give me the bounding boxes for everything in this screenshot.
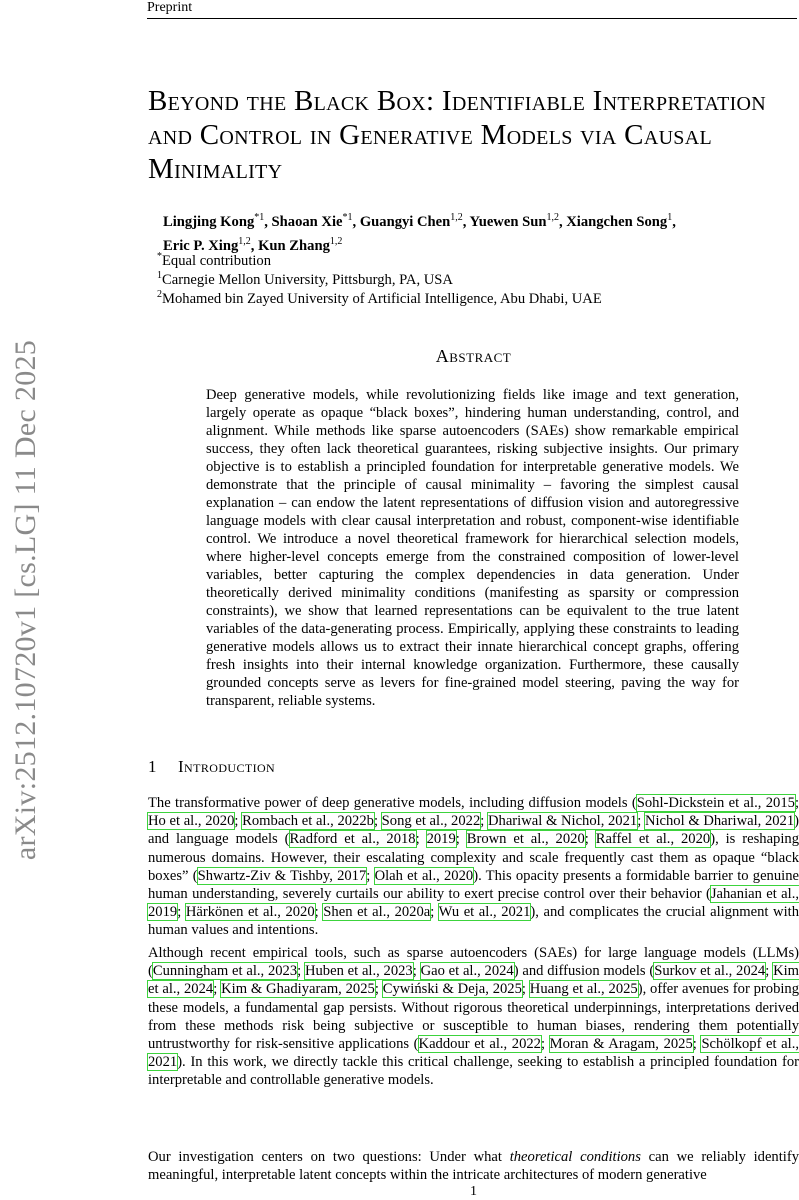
citation-link[interactable]: Härkönen et al., 2020 [185, 904, 315, 921]
body-text: ; [412, 963, 421, 980]
body-text: ; [430, 904, 439, 921]
body-text: ; [374, 981, 383, 998]
body-text: ), is reshaping numerous domains. However, their escalating complexity and scale frequently cast them as opaque “black boxes” ( [148, 831, 799, 884]
author-6: Eric P. Xing [163, 237, 239, 254]
body-text: Although recent empirical tools, such as sparse autoencoders (SAEs) for large language models (LLMs) ( [148, 945, 799, 980]
citation-link[interactable]: Raffel et al., 2020 [595, 831, 711, 848]
affiliation-2 [157, 285, 602, 309]
body-text: ) and language models ( [148, 813, 799, 848]
author-2-sup: *1 [342, 212, 353, 223]
author-3-sup: 1,2 [450, 212, 463, 223]
citation-link[interactable]: Kaddour et al., 2022 [418, 1036, 541, 1053]
citation-link[interactable]: Gao et al., 2024 [420, 963, 514, 980]
body-text: ; [540, 1036, 550, 1053]
author-2: Shaoan Xie [271, 213, 343, 230]
page-number: 1 [470, 1184, 477, 1199]
citation-link[interactable]: Cunningham et al., 2023 [152, 963, 298, 980]
body-text: The transformative power of deep generative models, including diffusion models ( [148, 795, 637, 811]
body-text: can we reliably identify meaningful, interpretable latent concepts within the intricate architectures of modern generative [148, 1149, 799, 1184]
author-7: Kun Zhang [258, 237, 330, 254]
paper-title: Beyond the Black Box: Identifiable Interpretation and Control in Generative Models via Causal Minimality [148, 85, 767, 185]
body-text: ; [297, 963, 305, 980]
aff2-text: Mohamed bin Zayed University of Artificial Intelligence, Abu Dhabi, UAE [162, 290, 602, 307]
citation-link[interactable]: Shwartz-Ziv & Tishby, 2017 [197, 867, 367, 884]
body-text: ; [765, 963, 774, 980]
citation-link[interactable]: Radford et al., 2018 [289, 831, 416, 848]
author-4: Yuewen Sun [469, 213, 547, 230]
body-text: ), and complicates the crucial alignment with human values and intentions. [148, 904, 799, 939]
body-text: ; [213, 981, 222, 998]
citation-link[interactable]: Olah et al., 2020 [374, 867, 474, 884]
citation-link[interactable]: Rombach et al., 2022b [242, 813, 374, 830]
citation-link[interactable]: Wu et al., 2021 [438, 904, 531, 921]
arxiv-stamp [6, 320, 46, 880]
citation-link[interactable]: Shen et al., 2020a [323, 904, 431, 921]
equal-mark: * [157, 251, 162, 262]
body-text: ; [794, 795, 799, 811]
author-3: Guangyi Chen [359, 213, 451, 230]
section-title: Introduction [178, 757, 276, 776]
section-heading [148, 757, 275, 777]
body-text: ; [415, 831, 427, 848]
body-text: ; [637, 813, 645, 830]
body-text: Our investigation centers on two questions: Under what [148, 1149, 510, 1165]
intro-paragraph-1 [148, 794, 799, 940]
citation-link[interactable]: Moran & Aragam, 2025 [549, 1036, 693, 1053]
body-text: ; [177, 904, 186, 921]
body-text: ; [584, 831, 596, 848]
running-header: Preprint [147, 0, 193, 15]
citation-link[interactable]: Surkov et al., 2024 [654, 963, 766, 980]
citation-link[interactable]: Schölkopf et al., 2021 [148, 1036, 799, 1071]
arxiv-stamp-text: arXiv:2512.10720v1 [cs.LG] 11 Dec 2025 [9, 339, 42, 861]
citation-link[interactable]: Brown et al., 2020 [466, 831, 585, 848]
author-list: Lingjing Kong$^{*1}$, Shaoan Xie$^{*1}$, Guangyi Chen$^{1,2}$, Yuewen Sun$^{1,2}$, Xiangchen Song$^1$, Eric P. Xing$^{1,2}$, Kun Zhang$^{1,2}$ [163, 212, 676, 254]
body-text: ). This opacity presents a formidable barrier to genuine human understanding, severely curtails our ability to exert precise control over their behavior ( [148, 867, 799, 903]
body-text: ; [480, 813, 488, 830]
body-text: ; [692, 1036, 702, 1053]
citation-link[interactable]: 2019 [426, 831, 456, 848]
intro-paragraph-2 [148, 944, 799, 1090]
emphasis-text: theoretical conditions [509, 1149, 641, 1165]
author-1: Lingjing Kong [163, 213, 255, 230]
citation-link[interactable]: Nichol & Dhariwal, 2021 [644, 813, 795, 830]
citation-link[interactable]: Huben et al., 2023 [304, 963, 413, 980]
body-text: ; [521, 981, 530, 998]
citation-link[interactable]: Dhariwal & Nichol, 2021 [487, 813, 638, 830]
author-4-sup: 1,2 [546, 212, 559, 223]
citation-link[interactable]: Cywiński & Deja, 2025 [382, 981, 522, 998]
body-text: ) and diffusion models ( [513, 963, 655, 980]
citation-link[interactable]: Jahanian et al., 2019 [148, 886, 799, 921]
abstract-heading: Abstract [435, 346, 512, 366]
body-text: ). In this work, we directly tackle this critical challenge, seeking to establish a principled foundation for interpretable and controllable generative models. [148, 1054, 799, 1089]
equal-text: Equal contribution [162, 252, 272, 269]
aff1-text: Carnegie Mellon University, Pittsburgh, PA, USA [162, 271, 453, 288]
abstract-body: Deep generative models, while revolutionizing fields like image and text generation, largely operate as opaque “black boxes”, hindering human understanding, control, and alignment. While methods like sparse autoencoders (SAEs) show remarkable empirical success, they often lack theoretical guarantees, risking subjective insights. Our primary objective is to establish a principled foundation for interpretable generative models. We demonstrate that the principle of causal minimality – favoring the simplest causal explanation – can endow the latent representations of diffusion vision and autoregressive language models with clear causal interpretation and robust, component-wise identifiable control. We introduce a novel theoretical framework for hierarchical selection models, where higher-level concepts emerge from the constrained composition of lower-level variables, better capturing the complex dependencies in data generation. Under theoretically derived minimality conditions (manifesting as sparsity or compression constraints), we show that learned representations can be equivalent to the true latent variables of the data-generating process. Empirically, applying these constraints to leading generative models allows us to extract their innate hierarchical concept graphs, offering fresh insights into their internal knowledge organization. Furthermore, these causally grounded concepts serve as levers for fine-grained model steering, paving the way for transparent, reliable systems. [206, 387, 739, 709]
author-5-sup: 1 [667, 212, 673, 223]
author-6-sup: 1,2 [238, 235, 251, 247]
section-number: 1 [148, 757, 157, 776]
citation-link[interactable]: Kim & Ghadiyaram, 2025 [221, 981, 375, 998]
author-7-sup: 1,2 [329, 235, 343, 247]
body-text: ), offer avenues for probing these models, a fundamental gap persists. Without rigorous theoretical underpinnings, interpretations derived from these methods risk being subjective or susceptible to human biases, rendering them potentially untrustworthy for risk-sensitive applications ( [148, 981, 799, 1053]
body-text: ; [314, 904, 324, 921]
body-text: ; [234, 813, 243, 830]
aff2-mark: 2 [157, 289, 162, 300]
body-text: ; [366, 867, 375, 884]
citation-link[interactable]: Song et al., 2022 [381, 813, 481, 830]
intro-paragraph-3 [148, 1148, 799, 1184]
author-1-sup: *1 [254, 212, 265, 223]
citation-link[interactable]: Huang et al., 2025 [529, 981, 638, 998]
citation-link[interactable]: Sohl-Dickstein et al., 2015 [636, 795, 795, 811]
citation-link[interactable]: Ho et al., 2020 [148, 813, 235, 830]
aff1-mark: 1 [157, 270, 162, 281]
header-rule [147, 18, 797, 19]
author-5: Xiangchen Song [566, 213, 668, 230]
citation-link[interactable]: Kim et al., 2024 [148, 963, 799, 998]
body-text: ; [455, 831, 467, 848]
body-text: ; [373, 813, 382, 830]
